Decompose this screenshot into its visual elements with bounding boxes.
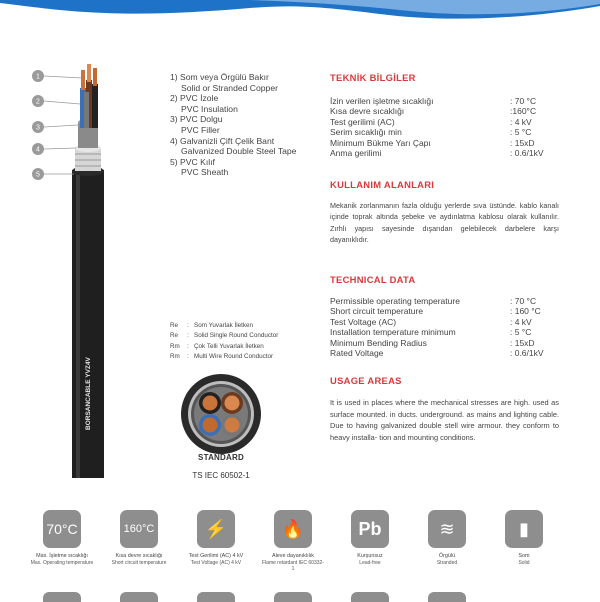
layer-num: 1) [170,72,178,82]
abbreviation-row: Rm : Çok Telli Yuvarlak İletken [170,342,320,352]
abbreviation-row: Re : Solid Single Round Conductor [170,331,320,341]
teknik-title: TEKNİK BİLGİLER [330,72,416,83]
spec-row [330,96,560,106]
spec-row [330,148,560,158]
feature-icon-cell [492,510,556,566]
abbr-code: Rm [170,342,180,350]
kullanim-text: Mekanik zorlanmanın fazla olduğu yerlerde sıva üstünde. kablo kanalı içinde toprak altında şebeke ve aydınlatma kablosu olarak kullanılır. Zırhlı yapısı sayesinde dışarıdan gelebilecek darbelere karşı dayanıklıdır. [330,201,559,245]
abbr-code: Rm [170,353,180,361]
standard-code: TS IEC 60502-1 [192,471,250,480]
layer-num: 5) [170,156,178,167]
abbr-code: Re [170,332,179,340]
layer-list [170,72,320,178]
spec-row [330,317,560,327]
feature-caption [184,553,248,566]
spec-key: Short circuit temperature [330,306,424,317]
layer-item [170,93,320,114]
feature-caption-en: Stranded [436,559,458,566]
spec-value: :160°C [510,106,537,117]
feature-caption-en: Test Voltage (AC) 4 kV [190,559,242,566]
layer-num: 3) [170,114,178,125]
feature-caption-tr: Test Gerilimi (AC) 4 kV [188,553,244,559]
abbr-code: Re [170,322,179,329]
feature-caption-en: Lead-free [359,559,381,566]
spec-key: Test Voltage (AC) [330,316,397,327]
spec-value: : 15xD [510,137,535,148]
spec-key: İzin verilen işletme sıcaklığı [330,96,434,106]
layer-en: PVC Sheath [181,167,229,178]
callout-4: 4 [36,146,40,154]
top-wave-band [0,0,600,22]
lead-free-icon: Pb [351,510,389,548]
feature-icon-cell [107,510,171,566]
spec-row [330,348,560,358]
feature-caption [30,553,94,566]
feature-caption-tr: Aleve dayanıklılık [272,553,314,559]
feature-icons-row-2 [30,592,600,602]
abbr-text: Multi Wire Round Conductor [194,353,274,361]
icon-stub [120,592,158,602]
usage-text: It is used in places where the mechanical stresses are high. used as surface mounted. in ducts. underground. as mains and lighting cable. Due to having galvanized double stell wire armour. they conform to heavy installa- tion and mounting conditions. [330,398,559,442]
teknik-table [330,96,560,158]
callout-2: 2 [36,98,40,106]
usage-title: USAGE AREAS [330,375,402,386]
feature-icon-cell [30,510,94,566]
icon-stub [351,592,389,602]
spec-value: : 5 °C [510,327,532,338]
solid-conductor-icon: ▮ [505,510,543,548]
layer-item [170,157,320,178]
spec-row [330,138,560,148]
spec-row [330,338,560,348]
spec-row [330,327,560,337]
cross-section-caption: STANDARD [198,453,244,462]
layer-en: Galvanized Double Steel Tape [181,146,297,157]
cable-cross-section [180,373,262,455]
feature-caption [107,553,171,566]
icon-stub [197,592,235,602]
abbr-text: Som Yuvarlak İletken [194,322,254,329]
feature-caption-en: Flame retardant IEC 60332-1 [262,559,324,573]
layer-en: Solid or Stranded Copper [181,82,278,93]
feature-caption-en: Solid [518,559,530,566]
spec-value: : 160 °C [510,306,541,317]
feature-icon-cell [261,510,325,573]
spec-key: Anma gerilimi [330,148,382,159]
layer-callouts [30,70,90,190]
spec-value: : 5 °C [510,127,532,138]
spec-row [330,296,560,306]
spec-value: : 0.6/1kV [510,148,544,159]
spec-key: Kısa devre sıcaklığı [330,106,405,117]
abbr-text: Çok Telli Yuvarlak İletken [194,342,264,350]
layer-item [170,72,320,93]
layer-item [170,114,320,135]
spec-key: Rated Voltage [330,348,384,359]
stranded-icon: ≋ [428,510,466,548]
spec-key: Serim sıcaklığı min [330,127,402,138]
spec-value: : 4 kV [510,116,532,127]
callout-3: 3 [36,124,40,132]
layer-en: PVC Insulation [181,103,238,114]
feature-icon-cell [415,510,479,566]
kullanim-title: KULLANIM ALANLARI [330,179,435,190]
spec-key: Test gerilimi (AC) [330,116,395,127]
spec-value: : 4 kV [510,316,532,327]
feature-caption [492,553,556,566]
feature-caption-tr: Som [518,553,530,559]
spec-key: Installation temperature minimum [330,327,456,338]
technical-title: TECHNICAL DATA [330,274,416,285]
feature-caption-tr: Kısa devre sıcaklığı [115,553,163,559]
lightning-icon: ⚡ [197,510,235,548]
layer-tr: PVC İzole [180,93,219,104]
cable-print-text: BORSANCABLE YVZ4V [85,357,92,430]
layer-tr: Galvanizli Çift Çelik Bant [180,135,275,146]
spec-row [330,127,560,137]
spec-row [330,306,560,316]
layer-num: 2) [170,93,178,104]
icon-stub [43,592,81,602]
feature-caption-tr: Kurşunsuz [357,553,383,559]
abbreviation-row: Re : Som Yuvarlak İletken [170,321,320,331]
icon-stub [428,592,466,602]
feature-caption-tr: Örgülü [438,553,456,559]
spec-key: Permissible operating temperature [330,296,460,306]
temperature-160-icon: 160°C [120,510,158,548]
feature-caption-en: Short circuit temperature [111,559,167,566]
feature-caption [415,553,479,566]
feature-icon-cell [184,510,248,566]
spec-value: : 70 °C [510,296,537,306]
callout-5: 5 [36,171,40,179]
abbreviation-list [170,321,320,363]
layer-tr: PVC Kılıf [180,156,215,167]
feature-icons [30,510,600,600]
spec-value: : 15xD [510,337,535,348]
feature-caption-tr: Max. İşletme sıcaklığı [36,553,88,559]
feature-caption [261,553,325,573]
flame-icon: 🔥 [274,510,312,548]
spec-row [330,106,560,116]
feature-icon-cell [338,510,402,566]
spec-value: : 70 °C [510,96,537,106]
layer-en: PVC Filler [181,124,220,135]
layer-num: 4) [170,135,178,146]
abbr-text: Solid Single Round Conductor [194,332,279,340]
layer-tr: Som veya Örgülü Bakır [180,72,269,82]
spec-value: : 0.6/1kV [510,348,544,359]
callout-1: 1 [36,73,40,81]
abbreviation-row: Rm : Multi Wire Round Conductor [170,352,320,362]
feature-caption [338,553,402,566]
spec-key: Minimum Bükme Yarı Çapı [330,137,431,148]
icon-stub [274,592,312,602]
temperature-70-icon: 70°C [43,510,81,548]
technical-table [330,296,560,358]
layer-tr: PVC Dolgu [180,114,223,125]
spec-key: Minimum Bending Radius [330,337,427,348]
layer-item [170,136,320,157]
spec-row [330,117,560,127]
feature-caption-en: Max. Operating temperature [30,559,94,566]
